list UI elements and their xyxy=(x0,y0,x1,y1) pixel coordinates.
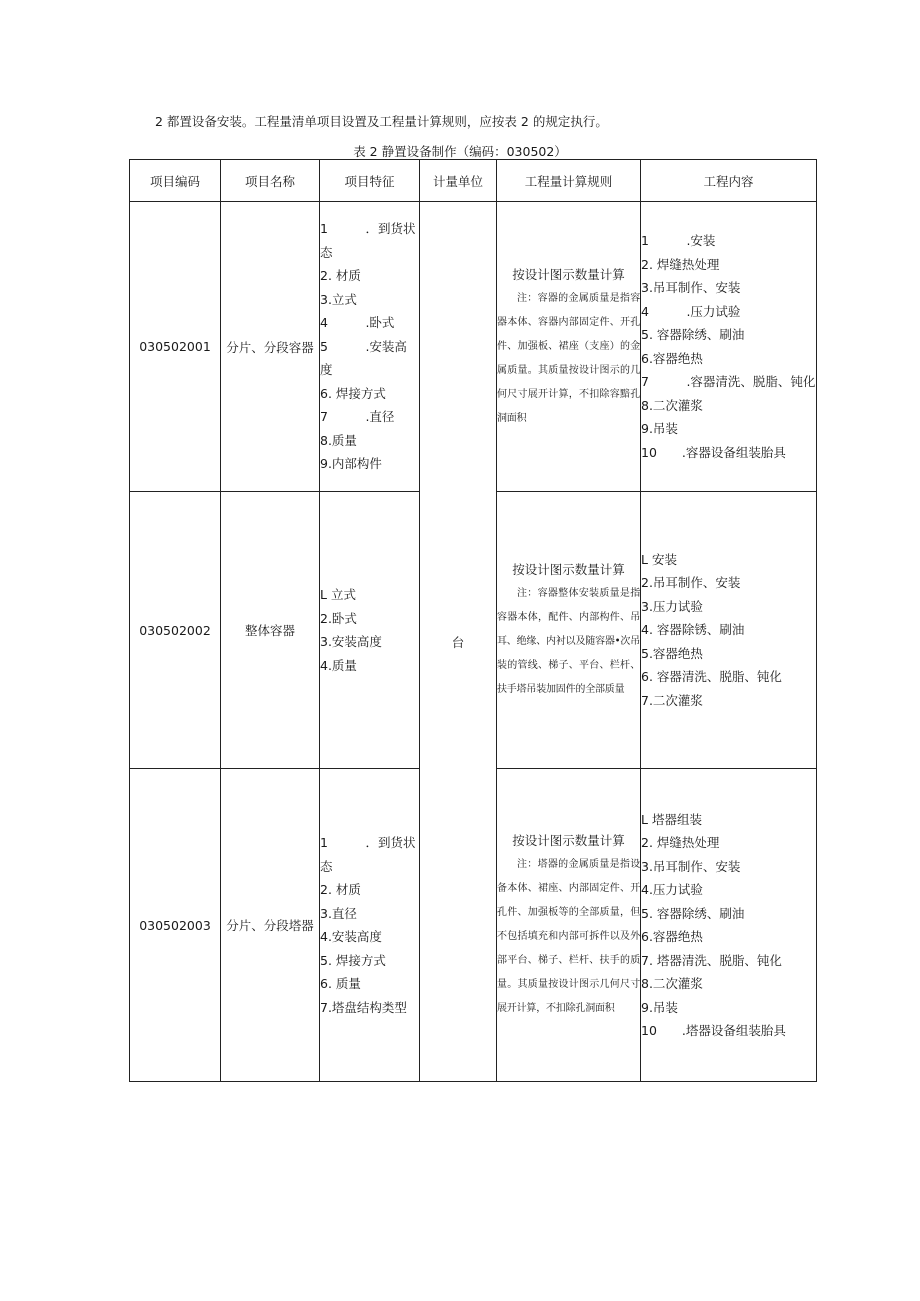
feature-line: 8.质量 xyxy=(320,432,357,448)
item-code: 030502001 xyxy=(130,202,221,492)
work-line: 7. 塔器清洗、脱脂、钝化 xyxy=(641,952,782,968)
header-rule: 工程量计算规则 xyxy=(497,160,641,202)
work-line: 3.吊耳制作、安装 xyxy=(641,858,741,874)
item-name: 整体容器 xyxy=(221,492,320,769)
feature-line: 1 ．到货状态 xyxy=(320,835,416,874)
work-line: 1 .安装 xyxy=(641,233,716,248)
header-name: 项目名称 xyxy=(221,160,320,202)
calc-rule xyxy=(497,492,641,769)
table-caption: 表 2 静置设备制作（编码：030502） xyxy=(353,144,567,159)
feature-line: 2.卧式 xyxy=(320,610,357,626)
unit-cell: 台 xyxy=(420,202,497,1082)
feature-line: 7.塔盘结构类型 xyxy=(320,999,407,1015)
item-name: 分片、分段容器 xyxy=(221,202,320,492)
feature-line: 1 ．到货状态 xyxy=(320,221,416,260)
header-code: 项目编码 xyxy=(130,160,221,202)
work-line: 8.二次灌浆 xyxy=(641,397,703,413)
feature-line: 7 .直径 xyxy=(320,409,395,425)
item-features xyxy=(320,202,420,492)
work-line: 2. 焊缝热处理 xyxy=(641,256,720,272)
item-code: 030502002 xyxy=(130,492,221,769)
work-line: 3.吊耳制作、安装 xyxy=(641,280,741,295)
header-row xyxy=(130,160,817,202)
work-line: 10 .容器设备组装胎具 xyxy=(641,444,786,460)
work-line: 5.容器绝热 xyxy=(641,645,703,661)
feature-line: 4 .卧式 xyxy=(320,315,395,331)
work-line: 2. 焊缝热处理 xyxy=(641,835,720,850)
feature-line: 2. 材质 xyxy=(320,268,361,284)
work-line: 5. 容器除绣、刷油 xyxy=(641,905,745,921)
work-content xyxy=(641,769,817,1082)
feature-line: 5. 焊接方式 xyxy=(320,952,386,968)
rule-note: 注：塔器的金属质量是指设备本体、裙座、内部固定件、开孔件、加强板等的全部质量，但不包括填充和内部可拆件以及外部平台、梯子、栏杆、扶手的质量。其质量按设计图示几何尺寸展开计算，不扣除孔洞面积 xyxy=(497,859,640,1014)
work-line: 9.吊装 xyxy=(641,999,678,1015)
work-line: 8.二次灌浆 xyxy=(641,976,703,991)
item-features xyxy=(320,492,420,769)
feature-line: L 立式 xyxy=(320,587,356,602)
work-line: 4 .压力试验 xyxy=(641,303,741,319)
work-line: 6. 容器清洗、脱脂、钝化 xyxy=(641,669,782,685)
work-line: L 安装 xyxy=(641,551,677,567)
feature-line: 9.内部构件 xyxy=(320,456,382,472)
rule-main: 按设计图示数量计算 xyxy=(512,562,625,577)
work-line: 2.吊耳制作、安装 xyxy=(641,575,741,591)
work-line: 3.压力试验 xyxy=(641,598,703,614)
feature-line: 3.安装高度 xyxy=(320,634,382,649)
work-line: 6.容器绝热 xyxy=(641,350,703,366)
feature-line: 3.立式 xyxy=(320,291,357,307)
table-row xyxy=(130,202,817,492)
work-content xyxy=(641,492,817,769)
feature-line: 4.安装高度 xyxy=(320,929,382,944)
feature-line: 4.质量 xyxy=(320,657,357,673)
calc-rule xyxy=(497,769,641,1082)
equipment-spec-table xyxy=(129,159,817,1082)
feature-line: 6. 质量 xyxy=(320,976,361,991)
feature-line: 3.直径 xyxy=(320,905,357,921)
header-features: 项目特征 xyxy=(320,160,420,202)
intro-paragraph: 2 都置设备安装。工程量清单项目设置及工程量计算规则，应按表 2 的规定执行。 xyxy=(155,114,608,129)
header-unit: 计量单位 xyxy=(420,160,497,202)
calc-rule xyxy=(497,202,641,492)
work-line: 7.二次灌浆 xyxy=(641,692,703,708)
feature-line: 2. 材质 xyxy=(320,882,361,897)
work-line: 4. 容器除锈、刷油 xyxy=(641,622,745,638)
rule-main: 按设计图示数量计算 xyxy=(512,266,625,282)
work-line: 10 .塔器设备组装胎具 xyxy=(641,1023,786,1038)
item-code: 030502003 xyxy=(130,769,221,1082)
work-line: 4.压力试验 xyxy=(641,882,703,897)
header-work: 工程内容 xyxy=(641,160,817,202)
rule-note: 注：容器整体安装质量是指容器本体，配件、内部构件、吊耳、绝缘、内衬以及随容器•次吊装的管线、梯子、平台、栏杆、扶手塔吊装加固件的全部质量 xyxy=(497,588,640,695)
work-line: L 塔器组装 xyxy=(641,811,702,827)
item-name: 分片、分段塔器 xyxy=(221,769,320,1082)
work-line: 6.容器绝热 xyxy=(641,929,703,944)
feature-line: 5 .安装高度 xyxy=(320,338,407,378)
rule-main: 按设计图示数量计算 xyxy=(512,833,625,848)
work-line: 9.吊装 xyxy=(641,421,678,436)
work-line: 7 .容器清洗、脱脂、钝化 xyxy=(641,374,816,389)
work-content xyxy=(641,202,817,492)
feature-line: 6. 焊接方式 xyxy=(320,385,386,401)
item-features xyxy=(320,769,420,1082)
rule-note: 注：容器的金属质量是指容器本体、容器内部固定件、开孔件、加强板、裙座（支座）的金属质量。其质量按设计图示的几何尺寸展开计算，不扣除容黯孔洞面积 xyxy=(497,292,640,424)
work-line: 5. 容器除绣、刷油 xyxy=(641,327,745,342)
